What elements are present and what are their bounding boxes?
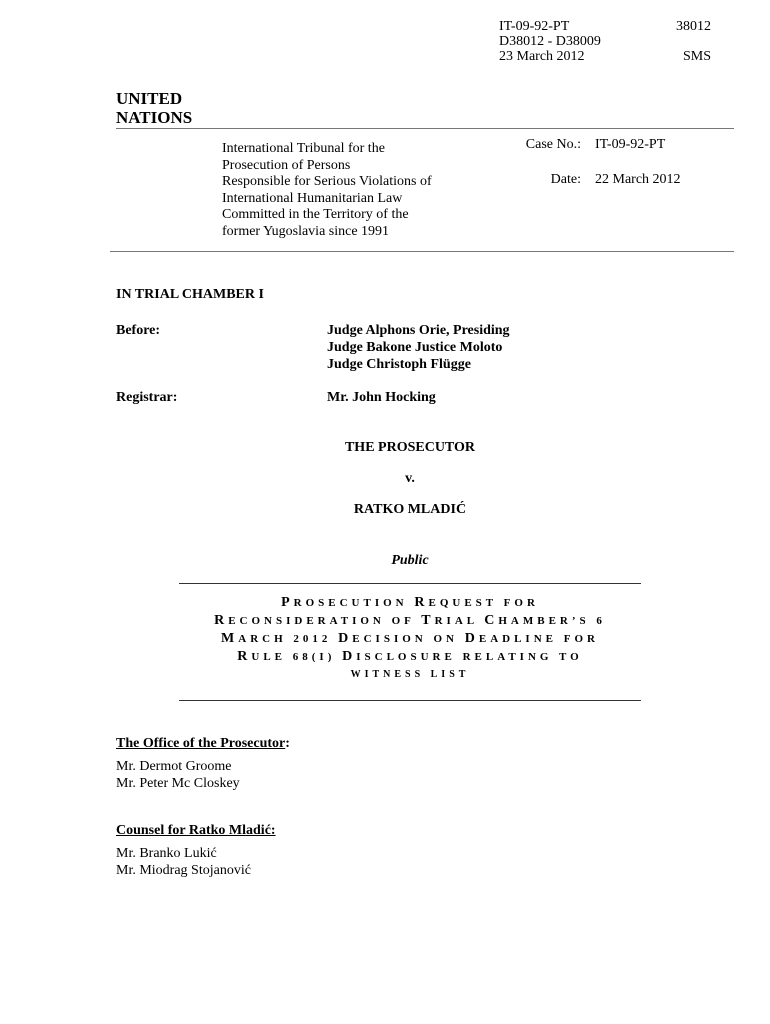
tribunal-line: International Humanitarian Law bbox=[222, 190, 403, 206]
date-value: 22 March 2012 bbox=[595, 172, 681, 187]
page-number: 38012 bbox=[676, 19, 711, 34]
tribunal-line: Responsible for Serious Violations of bbox=[222, 174, 432, 189]
header-divider bbox=[116, 128, 734, 129]
filed-date: 23 March 2012 bbox=[499, 49, 585, 64]
judges-list bbox=[327, 322, 510, 373]
registrar-name: Mr. John Hocking bbox=[327, 390, 436, 405]
tribunal-line: Committed in the Territory of the bbox=[222, 207, 409, 222]
judge-name: Judge Alphons Orie, Presiding bbox=[327, 323, 510, 338]
title-top-divider bbox=[179, 583, 641, 584]
title-line: RECONSIDERATION OF TRIAL CHAMBER’S 6 bbox=[214, 613, 606, 628]
chamber-heading: IN TRIAL CHAMBER I bbox=[116, 287, 264, 302]
judge-name: Judge Bakone Justice Moloto bbox=[327, 340, 503, 355]
page-range: D38012 - D38009 bbox=[499, 34, 601, 49]
prosecution-member: Mr. Dermot Groome bbox=[116, 759, 232, 774]
accused-party: RATKO MLADIĆ bbox=[353, 502, 467, 517]
prosecution-heading-text: The Office of the Prosecutor bbox=[116, 736, 286, 751]
title-line: RULE 68(I) DISCLOSURE RELATING TO bbox=[237, 649, 583, 664]
prosecution-heading-colon: : bbox=[285, 736, 290, 751]
case-number-value: IT-09-92-PT bbox=[595, 137, 666, 152]
title-line: WITNESS LIST bbox=[350, 669, 470, 680]
prosecution-heading bbox=[116, 735, 290, 752]
clerk-initials: SMS bbox=[683, 49, 712, 64]
title-line: PROSECUTION REQUEST FOR bbox=[281, 595, 539, 610]
before-label: Before: bbox=[116, 323, 161, 338]
defence-member: Mr. Miodrag Stojanović bbox=[116, 863, 251, 878]
org-name bbox=[116, 89, 192, 127]
prosecution-members bbox=[116, 758, 240, 792]
org-line-2: NATIONS bbox=[116, 108, 193, 127]
versus: v. bbox=[405, 471, 415, 486]
title-line: MARCH 2012 DECISION ON DEADLINE FOR bbox=[221, 631, 599, 646]
date-label: Date: bbox=[550, 172, 581, 187]
tribunal-line: Prosecution of Persons bbox=[222, 157, 351, 173]
title-bottom-divider bbox=[179, 700, 641, 701]
case-divider bbox=[110, 251, 734, 252]
tribunal-line: former Yugoslavia since 1991 bbox=[222, 223, 390, 239]
prosecution-member: Mr. Peter Mc Closkey bbox=[116, 776, 240, 791]
registrar-label: Registrar: bbox=[116, 390, 178, 405]
judge-name: Judge Christoph Flügge bbox=[327, 357, 471, 372]
document-reference-block bbox=[499, 19, 601, 64]
prosecutor-party: THE PROSECUTOR bbox=[344, 440, 476, 455]
doc-ref: IT-09-92-PT bbox=[499, 19, 570, 34]
defence-members bbox=[116, 845, 251, 879]
tribunal-name bbox=[222, 141, 432, 240]
case-number-label: Case No.: bbox=[525, 137, 581, 152]
org-line-1: UNITED bbox=[116, 89, 183, 108]
tribunal-line: International Tribunal for the bbox=[222, 141, 385, 156]
classification: Public bbox=[391, 553, 429, 568]
defence-heading: Counsel for Ratko Mladić: bbox=[116, 823, 276, 838]
defence-member: Mr. Branko Lukić bbox=[116, 846, 217, 861]
document-title bbox=[179, 594, 641, 683]
